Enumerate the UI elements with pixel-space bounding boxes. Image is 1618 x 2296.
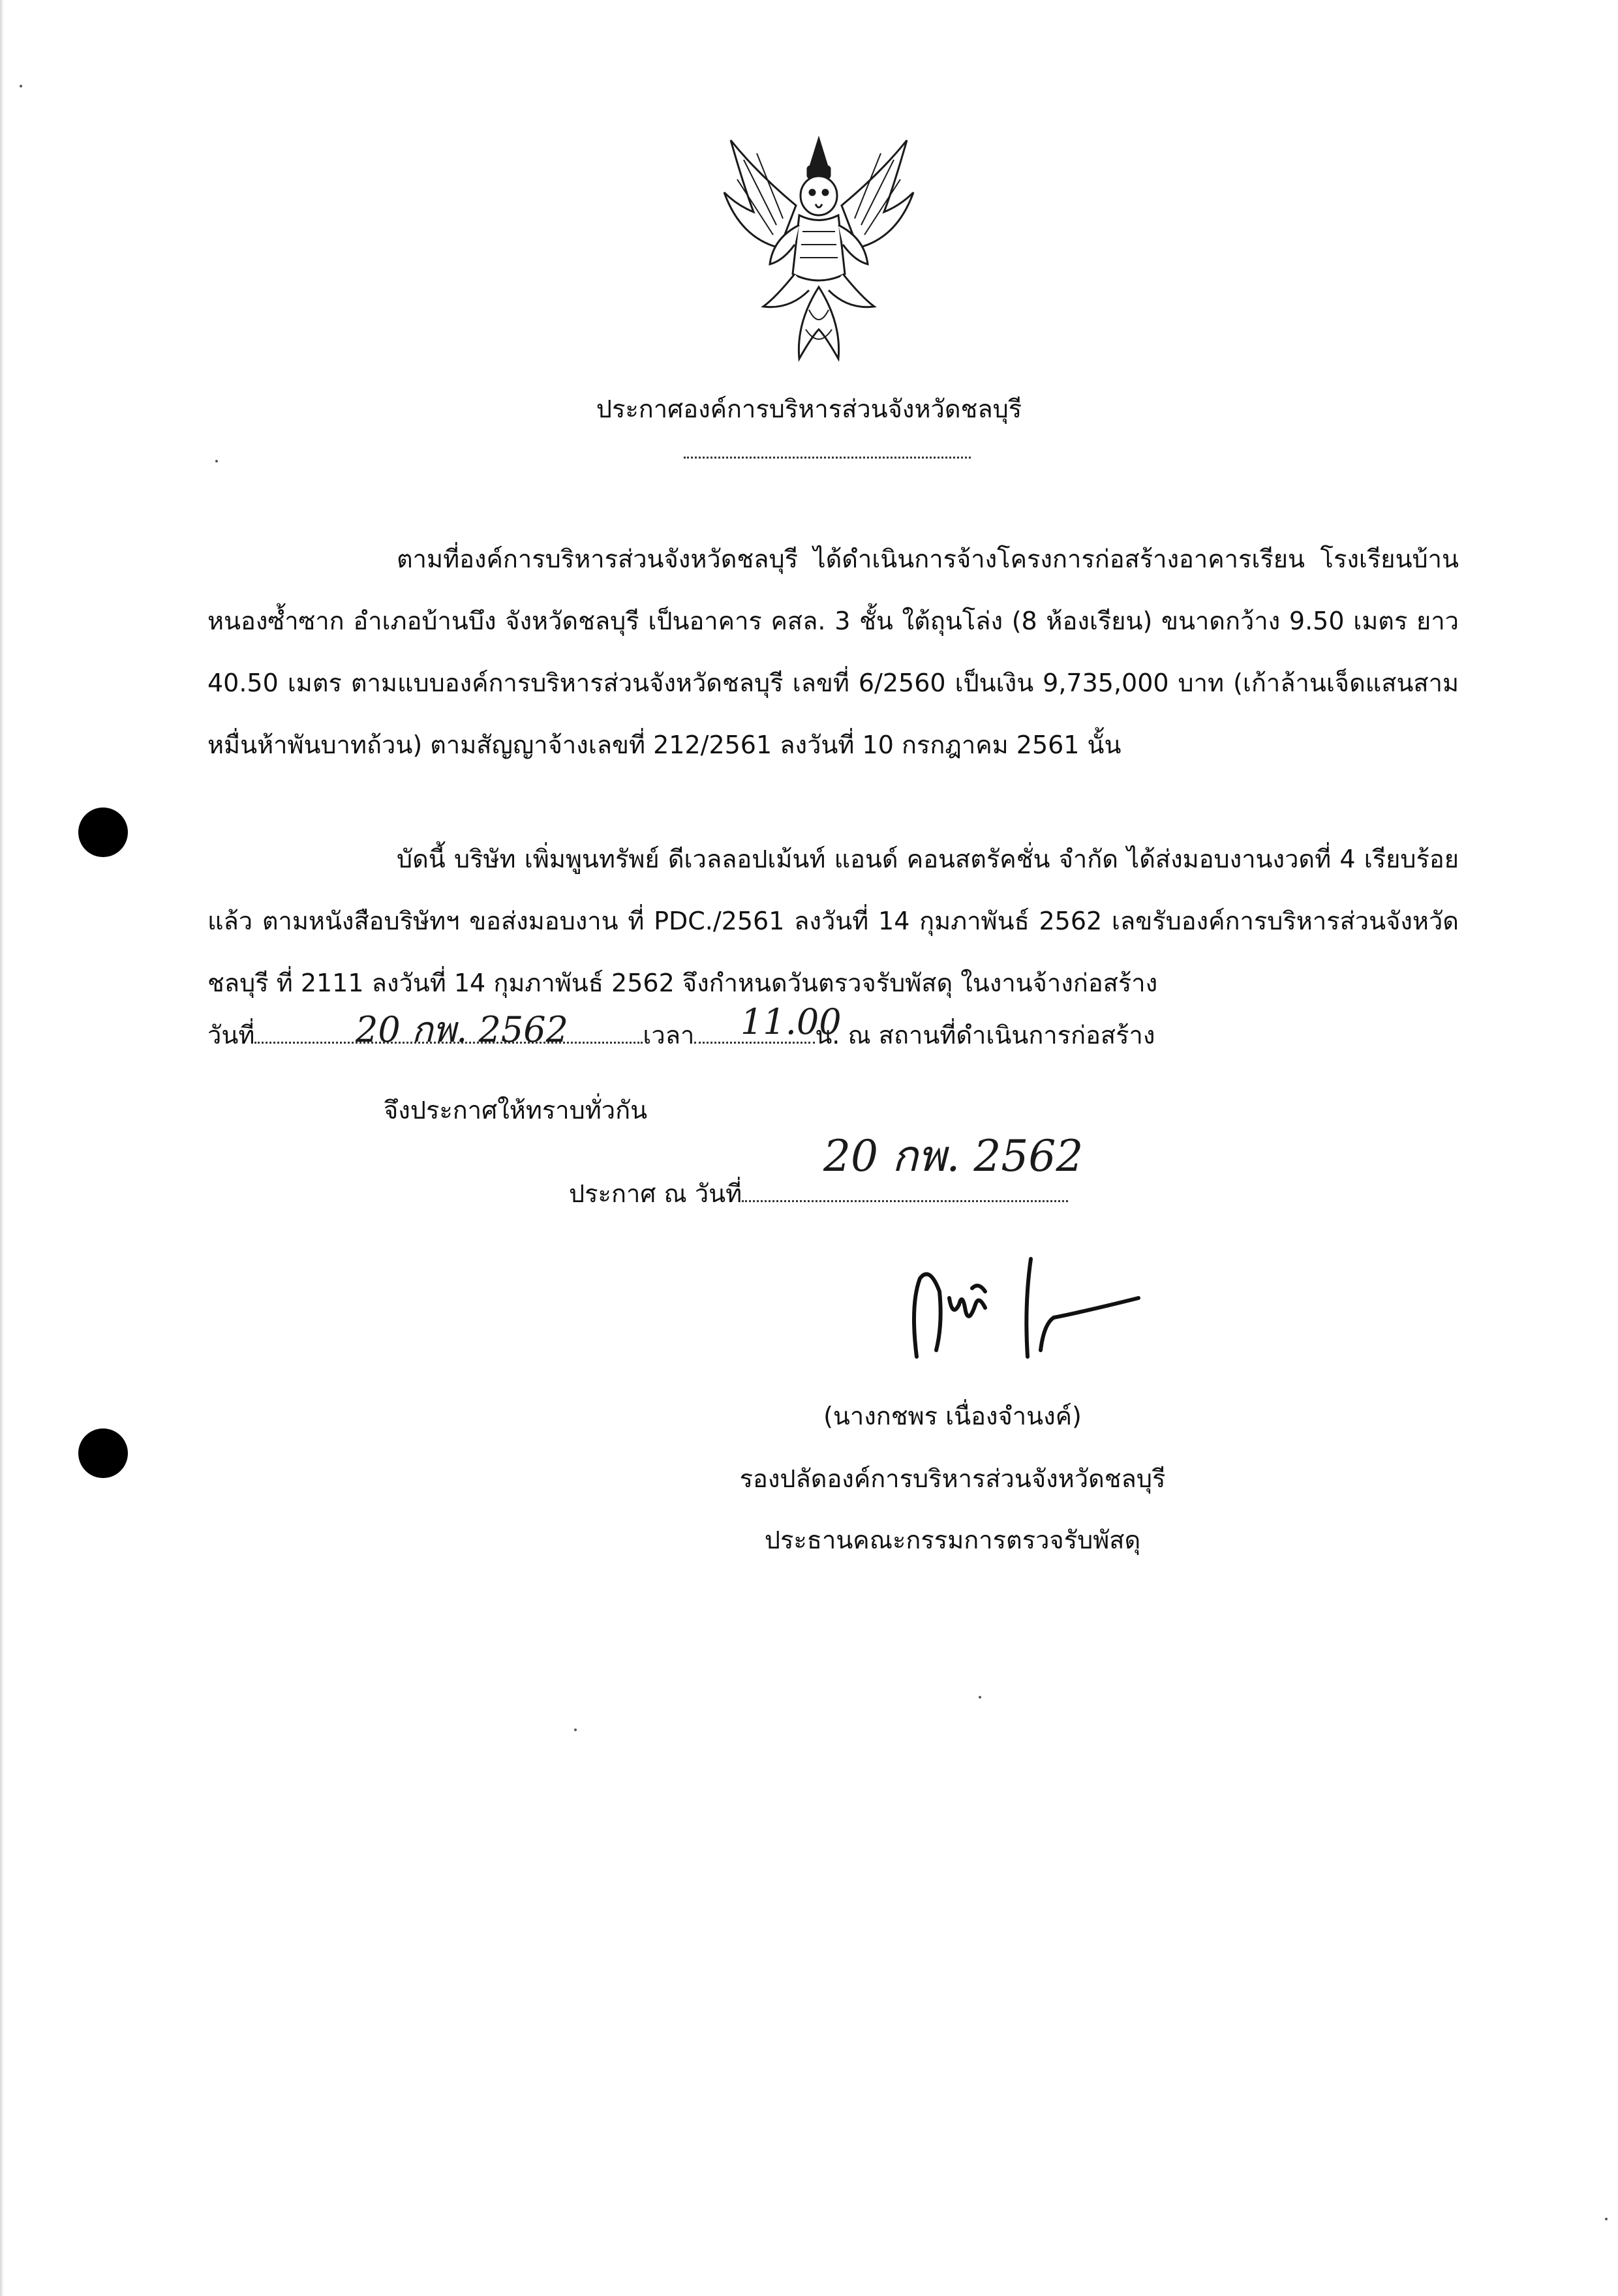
handwritten-announce-date: 20 กพ. 2562 [823, 1131, 1084, 1181]
scan-speck [979, 1696, 981, 1699]
handwritten-inspection-date: 20 กพ. 2562 [356, 1009, 568, 1050]
date-label: วันที่ [207, 1021, 255, 1050]
signatory-name: (นางกชพร เนื่องจำนงค์) [823, 1402, 1082, 1430]
punch-hole [78, 1428, 128, 1478]
signatory-role: ประธานคณะกรรมการตรวจรับพัสดุ [764, 1526, 1141, 1554]
punch-hole [78, 808, 128, 857]
inspection-date-line [207, 1004, 1155, 1066]
title-dotted-rule [684, 457, 971, 459]
handwritten-inspection-time: 11.00 [740, 1001, 842, 1042]
paragraph-2-text: บัดนี้ บริษัท เพิ่มพูนทรัพย์ ดีเวลลอปเม้นท์ แอนด์ คอนสตรัคชั่น จำกัด ได้ส่งมอบงานงวดที่ 4 เรียบร้อยแล้ว ตามหนังสือบริษัทฯ ขอส่งมอบงาน ที่ PDC./2561 ลงวันที่ 14 กุมภาพันธ์ 2562 เลขรับองค์การบริหารส่วนจังหวัดชลบุรี ที่ 2111 ลงวันที่ 14 กุมภาพันธ์ 2562 จึงกำหนดวันตรวจรับพัสดุ ในงานจ้างก่อสร้าง [207, 845, 1459, 997]
paragraph-1-text: ตามที่องค์การบริหารส่วนจังหวัดชลบุรี ได้ดำเนินการจ้างโครงการก่อสร้างอาคารเรียน โรงเรียนบ้านหนองซ้ำซาก อำเภอบ้านบึง จังหวัดชลบุรี เป็นอาคาร คสล. 3 ชั้น ใต้ถุนโล่ง (8 ห้องเรียน) ขนาดกว้าง 9.50 เมตร ยาว 40.50 เมตร ตามแบบองค์การบริหารส่วนจังหวัดชลบุรี เลขที่ 6/2560 เป็นเงิน 9,735,000 บาท (เก้าล้านเจ็ดแสนสามหมื่นห้าพันบาทถ้วน) ตามสัญญาจ้างเลขที่ 212/2561 ลงวันที่ 10 กรกฎาคม 2561 นั้น [207, 545, 1459, 759]
time-suffix: น. ณ สถานที่ดำเนินการก่อสร้าง [815, 1021, 1155, 1050]
scan-speck [574, 1729, 577, 1731]
paragraph-1 [207, 528, 1459, 776]
announce-date-dotted-field [742, 1181, 1068, 1202]
announce-date-label: ประกาศ ณ วันที่ [569, 1179, 742, 1208]
announce-date-line [569, 1174, 1068, 1213]
announce-all: จึงประกาศให้ทราบทั่วกัน [384, 1096, 648, 1125]
scan-speck [20, 85, 22, 87]
document-title: ประกาศองค์การบริหารส่วนจังหวัดชลบุรี [596, 395, 1022, 423]
time-label: เวลา [643, 1021, 695, 1050]
scan-edge [0, 0, 4, 2296]
scan-speck [215, 460, 218, 462]
garuda-emblem-icon [718, 134, 920, 365]
paragraph-2 [207, 828, 1459, 1014]
scan-speck [1605, 2218, 1608, 2220]
signatory-position: รองปลัดองค์การบริหารส่วนจังหวัดชลบุรี [739, 1464, 1166, 1493]
signature-image [904, 1252, 1152, 1363]
